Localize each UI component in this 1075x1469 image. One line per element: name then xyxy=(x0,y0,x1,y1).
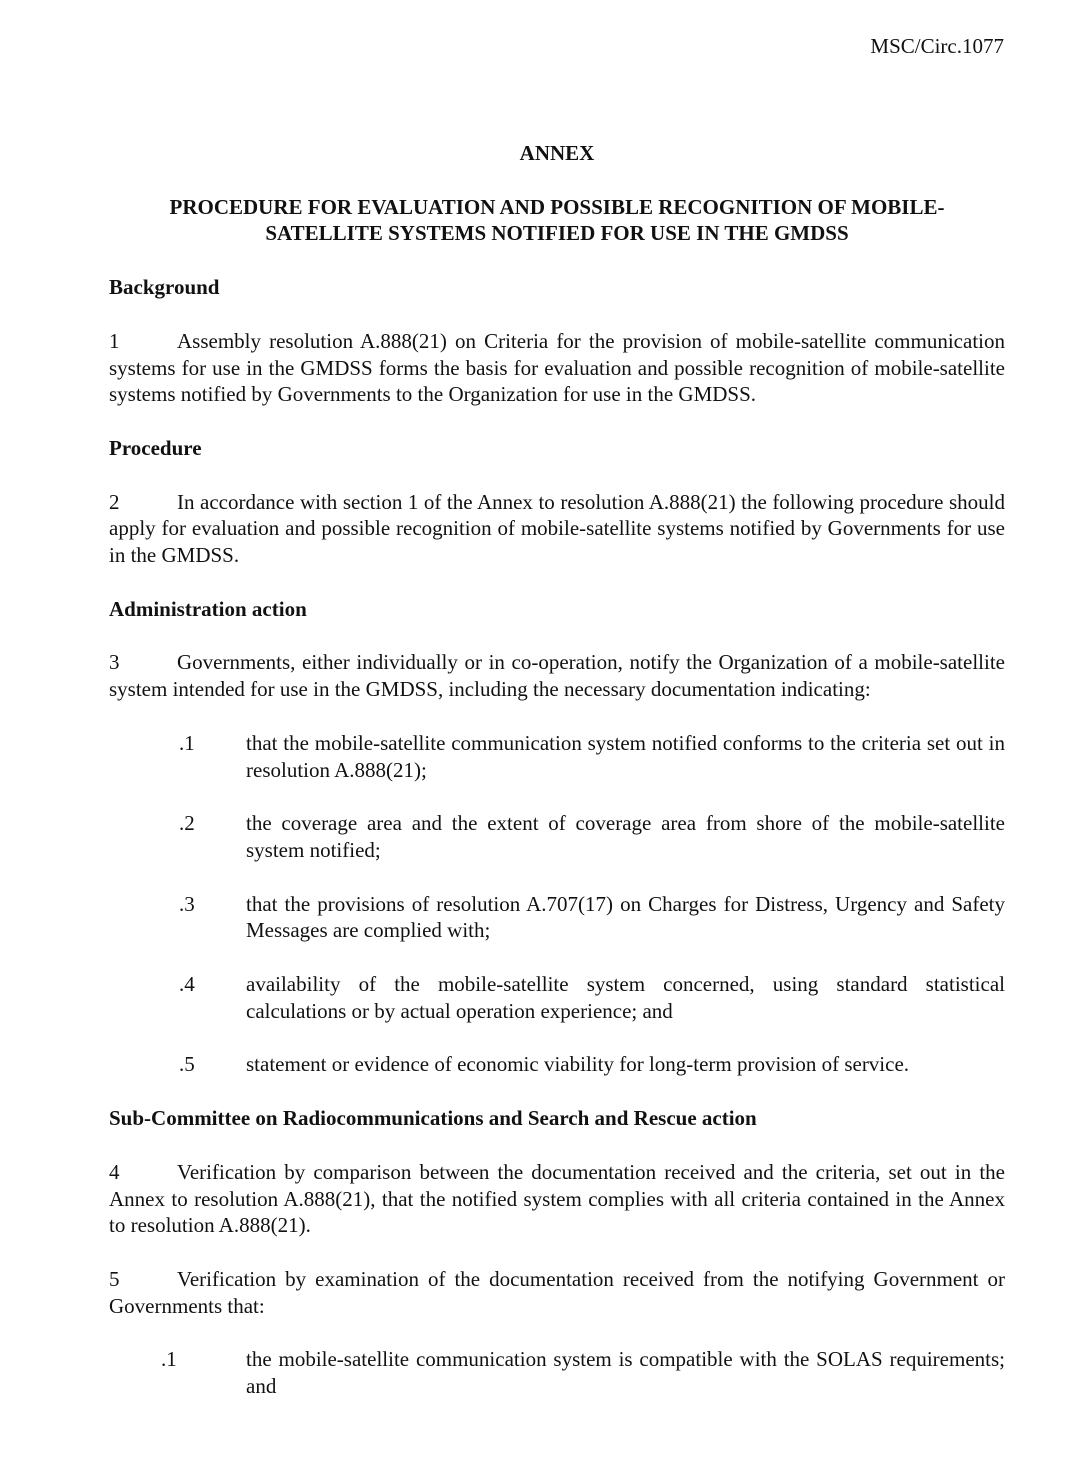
paragraph-4 xyxy=(109,1159,1005,1239)
list-item-number: .4 xyxy=(179,972,195,997)
paragraph-text: In accordance with section 1 of the Annex to resolution A.888(21) the following procedure should apply for evaluation and possible recognition of mobile-satellite systems notified by Governments for use in the GMDSS. xyxy=(109,489,1005,568)
paragraph-5 xyxy=(109,1266,1005,1319)
section-heading-administration-action: Administration action xyxy=(109,596,307,621)
title-line-2: SATELLITE SYSTEMS NOTIFIED FOR USE IN THE GMDSS xyxy=(265,221,849,246)
list-item-text: the mobile-satellite communication system is compatible with the SOLAS requirements; and xyxy=(246,1347,1005,1399)
document-body xyxy=(109,140,1005,1400)
list-item xyxy=(109,810,1005,863)
document-title xyxy=(109,194,1005,247)
annex-heading: ANNEX xyxy=(519,141,595,165)
paragraph-number: 5 xyxy=(109,1266,120,1291)
section-heading-procedure: Procedure xyxy=(109,435,202,460)
list-item-number: .3 xyxy=(179,891,195,916)
section-heading-subcommittee-action: Sub-Committee on Radiocommunications and Search and Rescue action xyxy=(109,1106,757,1131)
paragraph-text: Assembly resolution A.888(21) on Criteria for the provision of mobile-satellite communication systems for use in the GMDSS forms the basis for evaluation and possible recognition of mobile-satellite systems notified by Governments to the Organization for use in the GMDSS. xyxy=(109,328,1005,407)
list-item xyxy=(109,1346,1005,1399)
paragraph-1 xyxy=(109,328,1005,408)
paragraph-text: Governments, either individually or in co-operation, notify the Organization of a mobile-satellite system intended for use in the GMDSS, including the necessary documentation indicating: xyxy=(109,650,1005,702)
list-item xyxy=(109,730,1005,783)
list-item-text: the coverage area and the extent of coverage area from shore of the mobile-satellite system notified; xyxy=(246,811,1005,862)
paragraph-3 xyxy=(109,649,1005,702)
paragraph-number: 3 xyxy=(109,650,120,675)
list-item xyxy=(109,1051,1005,1078)
paragraph-number: 1 xyxy=(109,328,120,353)
list-item xyxy=(109,971,1005,1024)
list-item-number: .2 xyxy=(179,811,195,836)
list-item-number: .1 xyxy=(179,730,195,755)
list-item-text: statement or evidence of economic viability for long-term provision of service. xyxy=(246,1052,910,1077)
document-reference: MSC/Circ.1077 xyxy=(870,34,1004,58)
paragraph-number: 4 xyxy=(109,1159,120,1184)
list-item-number: .1 xyxy=(161,1347,177,1372)
title-line-1: PROCEDURE FOR EVALUATION AND POSSIBLE RECOGNITION OF MOBILE- xyxy=(169,194,945,219)
paragraph-number: 2 xyxy=(109,489,120,514)
list-item xyxy=(109,891,1005,944)
list-item-text: that the provisions of resolution A.707(17) on Charges for Distress, Urgency and Safety Messages are complied with; xyxy=(246,891,1005,943)
paragraph-2 xyxy=(109,489,1005,569)
list-item-number: .5 xyxy=(179,1052,195,1077)
section-heading-background: Background xyxy=(109,275,220,300)
list-item-text: availability of the mobile-satellite system concerned, using standard statistical calculations or by actual operation experience; and xyxy=(246,972,1005,1023)
list-item-text: that the mobile-satellite communication system notified conforms to the criteria set out in resolution A.888(21); xyxy=(246,730,1005,782)
paragraph-text: Verification by examination of the documentation received from the notifying Government or Governments that: xyxy=(109,1266,1005,1318)
paragraph-text: Verification by comparison between the documentation received and the criteria, set out in the Annex to resolution A.888(21), that the notified system complies with all criteria contained in the Annex to resolution A.888(21). xyxy=(109,1159,1005,1238)
